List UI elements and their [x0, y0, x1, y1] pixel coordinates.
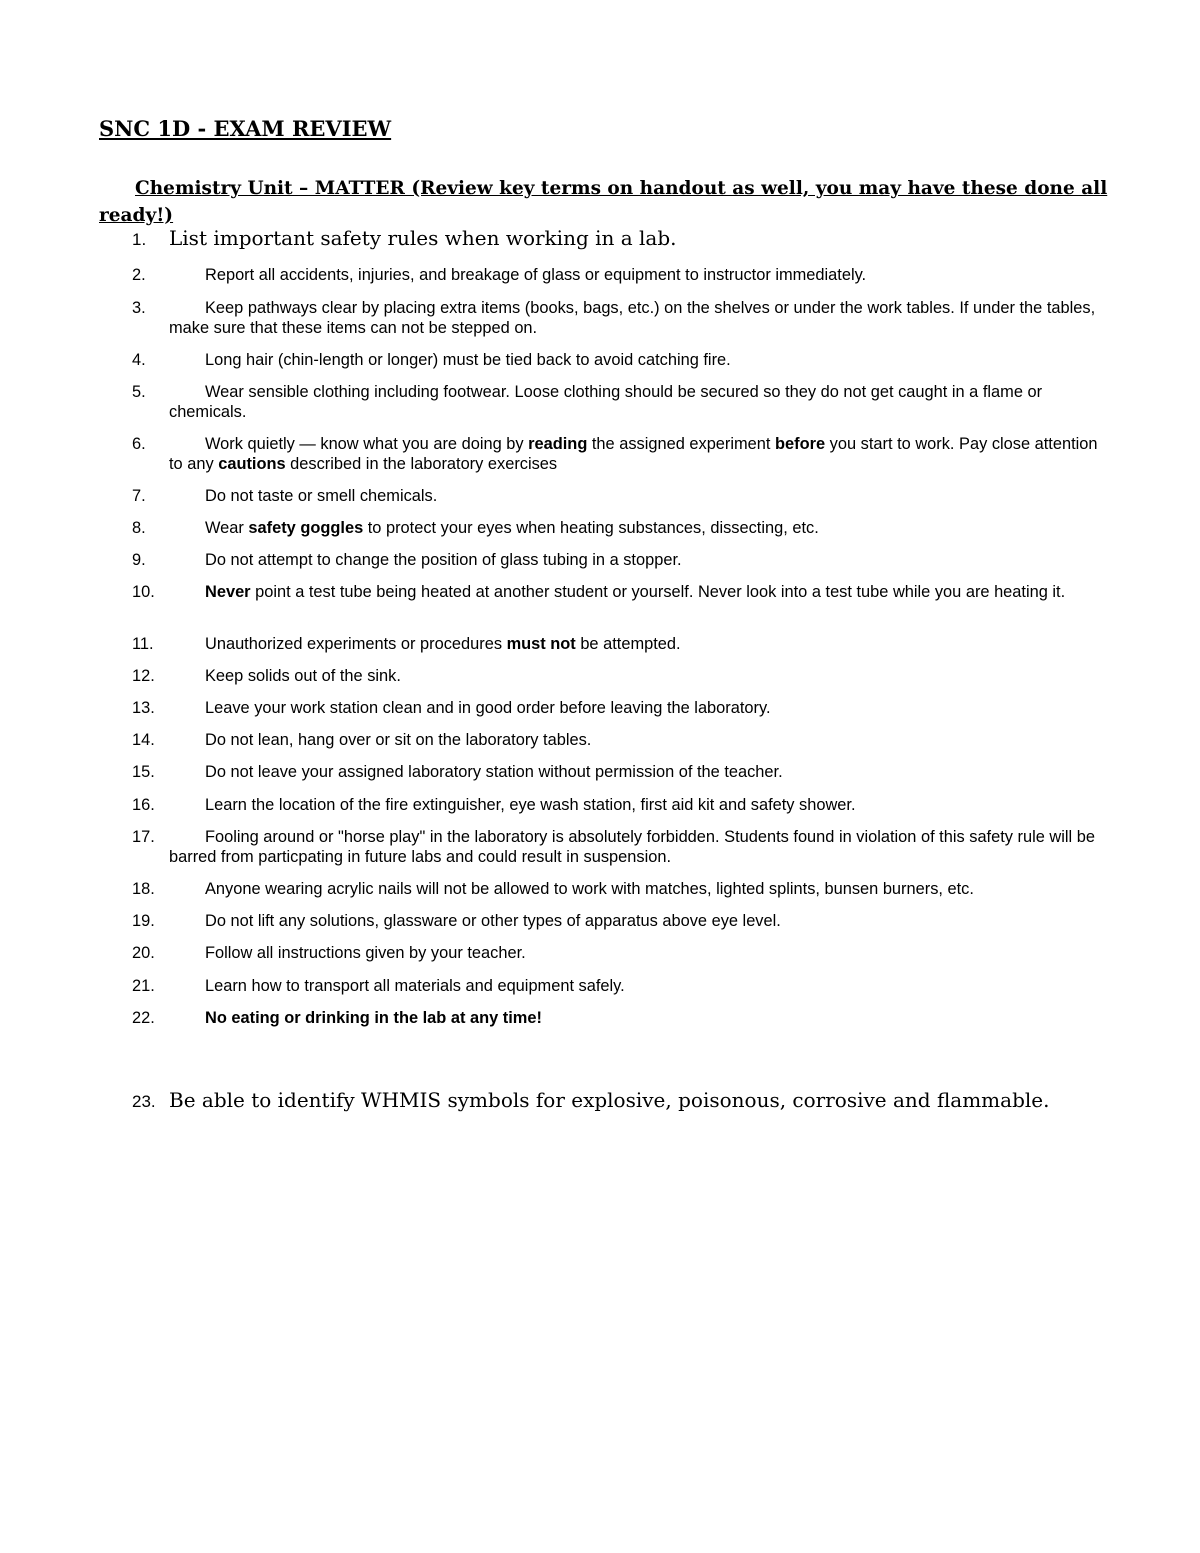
list-item-number: 16. [132, 796, 155, 814]
list-item-number: 19. [132, 912, 155, 930]
list-item-number: 7. [132, 487, 146, 505]
list-item-number: 4. [132, 351, 146, 369]
list-item-text [132, 698, 1102, 718]
text-segment: Keep pathways clear by placing extra items (books, bags, etc.) on the shelves or under the work tables. If under the tables, make sure that these items can not be stepped on. [169, 299, 1096, 337]
list-item-number: 12. [132, 667, 155, 685]
list-item-text [132, 827, 1102, 867]
list-item-text [132, 730, 1102, 750]
list-item-text [132, 518, 1102, 538]
list-item [132, 911, 1102, 931]
list-item [132, 265, 1102, 285]
unit-heading: Chemistry Unit – MATTER (Review key terms on handout as well, you may have these done all ready!) [99, 178, 1108, 226]
text-segment: Anyone wearing acrylic nails will not be allowed to work with matches, lighted splints, bunsen burners, etc. [205, 880, 974, 898]
list-item-text [132, 762, 1102, 782]
list-item [132, 634, 1102, 654]
list-item-number: 22. [132, 1009, 155, 1027]
list-item-text [132, 1008, 1102, 1028]
text-segment: be attempted. [575, 635, 681, 653]
list-item-number: 13. [132, 699, 155, 717]
emphasis-text: reading [528, 435, 588, 453]
list-item [132, 518, 1102, 538]
question-number: 1. [132, 230, 147, 249]
text-segment: Unauthorized experiments or procedures [205, 635, 507, 653]
list-item-text [132, 382, 1102, 422]
text-segment: Do not taste or smell chemicals. [205, 487, 438, 505]
text-segment: Follow all instructions given by your teacher. [205, 944, 526, 962]
emphasis-text: cautions [218, 455, 286, 473]
list-item [132, 795, 1102, 815]
text-segment: Do not lift any solutions, glassware or other types of apparatus above eye level. [205, 912, 781, 930]
text-segment: the assigned experiment [587, 435, 776, 453]
text-segment: Work quietly — know what you are doing by [205, 435, 529, 453]
text-segment: to protect your eyes when heating substances, dissecting, etc. [363, 519, 819, 537]
list-item [132, 382, 1102, 422]
question-text: Be able to identify WHMIS symbols for explosive, poisonous, corrosive and flammable. [169, 1088, 1050, 1112]
list-item [132, 879, 1102, 899]
list-item-text [132, 350, 1102, 370]
text-segment: you start to work. Pay close attention to any [169, 435, 1098, 473]
list-item-text [132, 634, 1102, 654]
emphasis-text: before [775, 435, 826, 453]
text-segment: point a test tube being heated at another student or yourself. Never look into a test tube while you are heating it. [250, 583, 1066, 601]
list-item-number: 17. [132, 828, 155, 846]
list-item [132, 582, 1102, 602]
list-item-text [132, 582, 1102, 602]
list-item-number: 8. [132, 519, 146, 537]
list-item-number: 18. [132, 880, 155, 898]
list-item-number: 20. [132, 944, 155, 962]
question-text: List important safety rules when working in a lab. [169, 226, 677, 250]
text-segment: Learn how to transport all materials and equipment safely. [205, 977, 625, 995]
list-item [132, 730, 1102, 750]
text-segment: Keep solids out of the sink. [205, 667, 401, 685]
question-23 [132, 1088, 1049, 1112]
list-item [132, 550, 1102, 570]
list-item [132, 698, 1102, 718]
list-item-text [132, 879, 1102, 899]
list-item [132, 976, 1102, 996]
list-item [132, 1008, 1102, 1028]
list-item-number: 10. [132, 583, 155, 601]
list-item-text [132, 666, 1102, 686]
list-item-number: 3. [132, 299, 146, 317]
text-segment: Do not lean, hang over or sit on the laboratory tables. [205, 731, 592, 749]
list-item [132, 666, 1102, 686]
list-item [132, 762, 1102, 782]
list-item-text [132, 434, 1102, 474]
list-item-number: 6. [132, 435, 146, 453]
list-item [132, 434, 1102, 474]
text-segment: Wear [205, 519, 249, 537]
list-item-text [132, 265, 1102, 285]
text-segment: Leave your work station clean and in good order before leaving the laboratory. [205, 699, 771, 717]
text-segment: Report all accidents, injuries, and breakage of glass or equipment to instructor immediately. [205, 266, 867, 284]
list-item-number: 11. [132, 635, 154, 653]
text-segment: Do not attempt to change the position of glass tubing in a stopper. [205, 551, 682, 569]
list-item-text [132, 795, 1102, 815]
emphasis-text: Never [205, 583, 251, 601]
list-item-text [132, 486, 1102, 506]
text-segment: Long hair (chin-length or longer) must be tied back to avoid catching fire. [205, 351, 731, 369]
list-item-number: 2. [132, 266, 146, 284]
list-item-text [132, 298, 1102, 338]
text-segment: Learn the location of the fire extinguisher, eye wash station, first aid kit and safety shower. [205, 796, 856, 814]
list-item-number: 14. [132, 731, 155, 749]
list-item [132, 486, 1102, 506]
list-item-text [132, 943, 1102, 963]
list-item-number: 5. [132, 383, 146, 401]
list-item [132, 350, 1102, 370]
text-segment: Wear sensible clothing including footwear. Loose clothing should be secured so they do not get caught in a flame or chemicals. [169, 383, 1043, 421]
text-segment: Do not leave your assigned laboratory station without permission of the teacher. [205, 763, 783, 781]
emphasis-text: No eating or drinking in the lab at any time! [205, 1009, 542, 1027]
list-item-text [132, 976, 1102, 996]
list-item-number: 21. [132, 977, 155, 995]
emphasis-text: safety goggles [248, 519, 364, 537]
emphasis-text: must not [506, 635, 576, 653]
text-segment: described in the laboratory exercises [285, 455, 558, 473]
list-item [132, 298, 1102, 338]
list-item-number: 15. [132, 763, 155, 781]
page-title: SNC 1D - EXAM REVIEW [99, 116, 392, 141]
question-number: 23. [132, 1092, 156, 1111]
text-segment: Fooling around or "horse play" in the laboratory is absolutely forbidden. Students found in violation of this safety rule will be barred from particpating in future labs and could result in suspension. [169, 828, 1095, 866]
list-item-number: 9. [132, 551, 146, 569]
list-item-text [132, 550, 1102, 570]
list-item-text [132, 911, 1102, 931]
list-item [132, 827, 1102, 867]
list-item [132, 943, 1102, 963]
